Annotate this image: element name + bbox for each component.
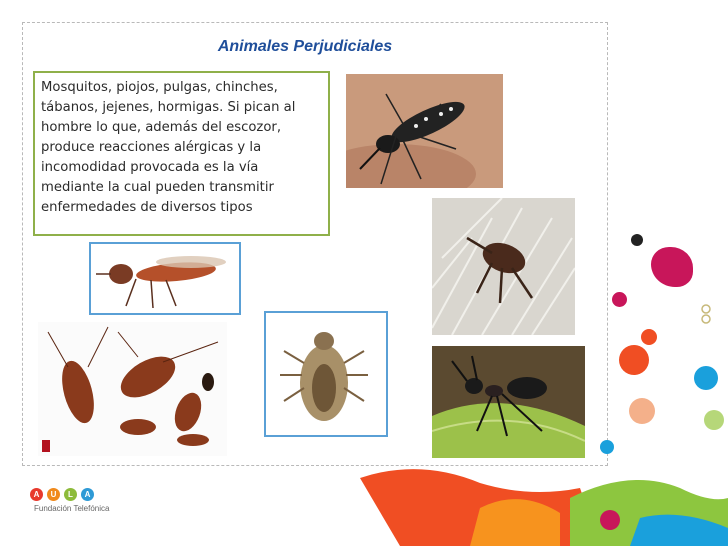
body-line: Mosquitos, piojos, pulgas, chinches, [41,80,278,95]
logo-letter: A [30,488,43,501]
aula-logo [30,488,109,513]
body-line: hombre lo que, además del escozor, [41,120,282,135]
horsefly-photo [89,242,241,315]
body-line: tábanos, jejenes, hormigas. Si pican al [41,100,296,115]
slide-title: Animales Perjudiciales [217,38,393,55]
ant-on-leaf-photo [432,346,585,458]
logo-letter: U [47,488,60,501]
decor-dot [619,345,649,375]
decor-dot [631,234,643,246]
decor-blob [651,247,693,287]
decor-dot [694,366,718,390]
cockroaches-photo [38,322,227,456]
body-line: incomodidad provocada es la vía [41,160,259,175]
decor-dot [641,329,657,345]
decor-splash [360,458,728,546]
decor-dot [704,410,724,430]
body-line: produce reacciones alérgicas y la [41,140,262,155]
decor-dot [612,292,627,307]
body-line: enfermedades de diversos tipos [41,200,253,215]
logo-subtitle: Fundación Telefónica [34,504,110,513]
body-text-box [33,71,330,236]
mosquito-photo [346,74,503,188]
louse-photo [264,311,388,437]
decor-dot [629,398,655,424]
decor-dot [600,440,614,454]
body-line: mediante la cual pueden transmitir [41,180,274,195]
logo-letter: A [81,488,94,501]
logo-letter: L [64,488,77,501]
decor-glyph [697,302,715,326]
flea-on-fur-photo [432,198,575,335]
